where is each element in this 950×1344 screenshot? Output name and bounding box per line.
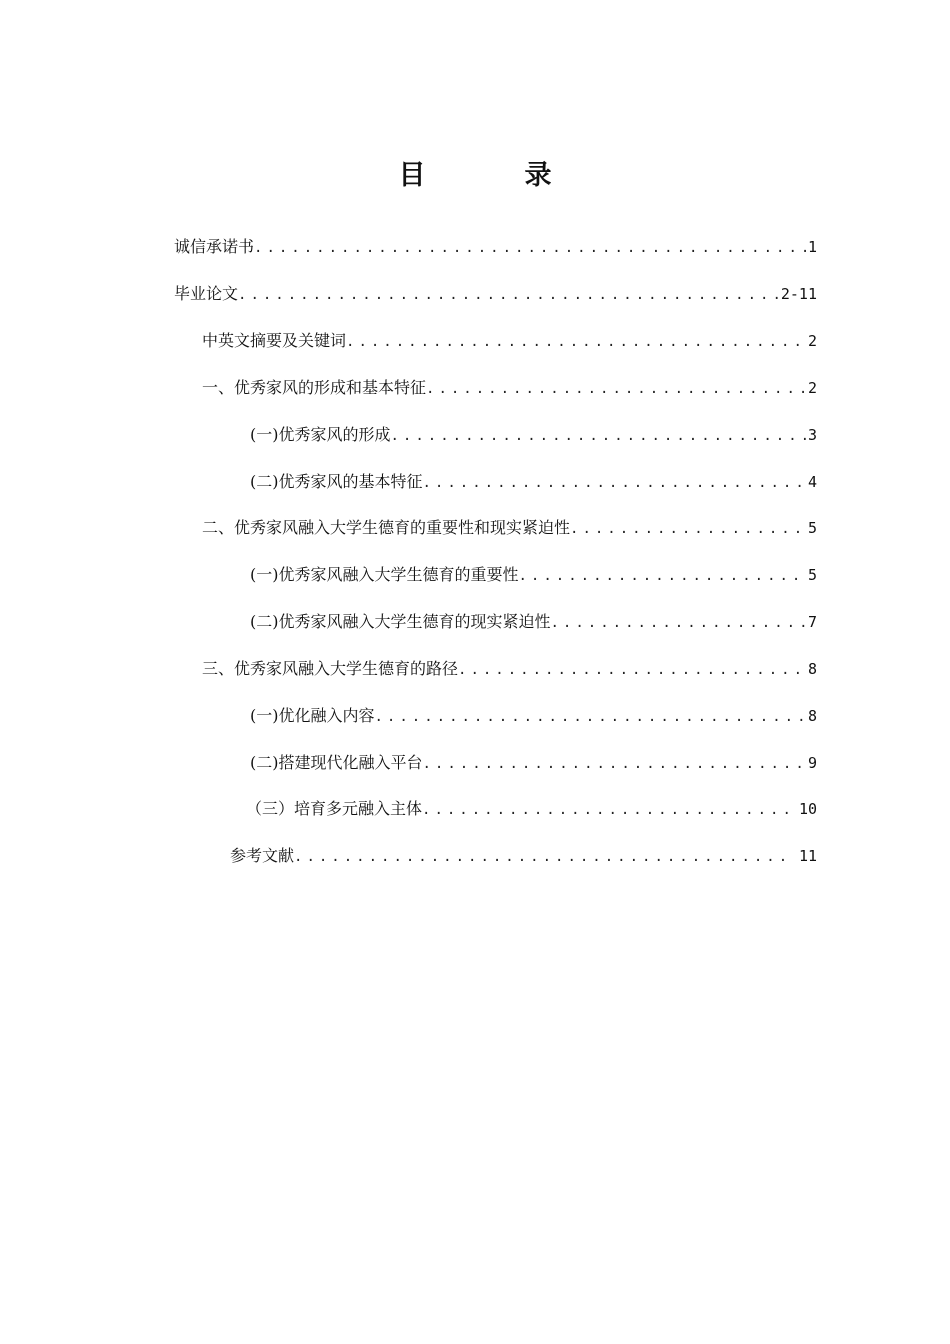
toc-entry-chapter-1[interactable] (202, 373, 817, 403)
toc-entry-abstract[interactable] (202, 326, 817, 356)
toc-entry-page: 1 (807, 238, 817, 256)
toc-entry-label: 三、优秀家风融入大学生德育的路径 (202, 659, 459, 678)
toc-dot-leader (238, 280, 779, 309)
toc-dot-leader (254, 233, 806, 262)
toc-entry-label: 中英文摘要及关键词 (202, 331, 347, 350)
toc-entry-label: 参考文献 (230, 846, 295, 865)
toc-entry-chapter-3[interactable] (202, 654, 817, 684)
toc-entry-page: 2 (807, 379, 817, 397)
toc-entry-page: 3 (807, 426, 817, 444)
toc-entry-page: 2-11 (780, 285, 817, 303)
toc-dot-leader (551, 608, 806, 637)
toc-dot-leader (458, 655, 806, 684)
toc-entry-page: 11 (798, 847, 817, 865)
toc-entry-section-1-1[interactable] (250, 420, 817, 450)
toc-dot-leader (422, 795, 797, 824)
toc-dot-leader (519, 561, 806, 590)
toc-entry-label: (二)优秀家风的基本特征 (250, 472, 423, 491)
toc-entry-label: 毕业论文 (174, 284, 239, 303)
toc-dot-leader (294, 842, 785, 871)
toc-entry-page: 10 (798, 800, 817, 818)
toc-entry-label: (一)优秀家风的形成 (250, 425, 391, 444)
toc-dot-leader (426, 374, 806, 403)
toc-entry-section-3-2[interactable] (250, 748, 817, 778)
toc-dot-leader (375, 702, 806, 731)
toc-dot-leader (423, 468, 806, 497)
toc-entry-label: (一)优秀家风融入大学生德育的重要性 (250, 565, 519, 584)
toc-entry-page: 5 (807, 566, 817, 584)
toc-entry-integrity-pledge[interactable] (174, 232, 817, 262)
toc-entry-page: 7 (807, 613, 817, 631)
toc-entry-thesis[interactable] (174, 279, 817, 309)
toc-entry-section-3-3[interactable] (246, 794, 817, 824)
toc-entry-label: 诚信承诺书 (174, 237, 255, 256)
toc-entry-page: 8 (807, 660, 817, 678)
toc-entry-references[interactable] (230, 841, 817, 871)
toc-entry-section-2-2[interactable] (250, 607, 817, 637)
toc-entry-page: 8 (807, 707, 817, 725)
toc-entry-page: 5 (807, 519, 817, 537)
toc-entry-page: 9 (807, 754, 817, 772)
toc-dot-leader (423, 749, 806, 778)
toc-entry-chapter-2[interactable] (202, 513, 817, 543)
toc-entry-page: 4 (807, 473, 817, 491)
toc-entry-label: (二)优秀家风融入大学生德育的现实紧迫性 (250, 612, 551, 631)
toc-entry-label: (二)搭建现代化融入平台 (250, 753, 423, 772)
toc-dot-leader (346, 327, 806, 356)
toc-dot-leader (391, 421, 806, 450)
toc-dot-leader (570, 514, 806, 543)
toc-entry-label: 二、优秀家风融入大学生德育的重要性和现实紧迫性 (202, 518, 571, 537)
toc-entry-section-3-1[interactable] (250, 701, 817, 731)
toc-entry-section-1-2[interactable] (250, 467, 817, 497)
toc-entry-section-2-1[interactable] (250, 560, 817, 590)
toc-entry-label: (一)优化融入内容 (250, 706, 375, 725)
toc-entry-label: （三）培育多元融入主体 (246, 799, 423, 818)
page-title: 目 录 (398, 160, 588, 191)
toc-entry-page: 2 (807, 332, 817, 350)
toc-entry-label: 一、优秀家风的形成和基本特征 (202, 378, 427, 397)
